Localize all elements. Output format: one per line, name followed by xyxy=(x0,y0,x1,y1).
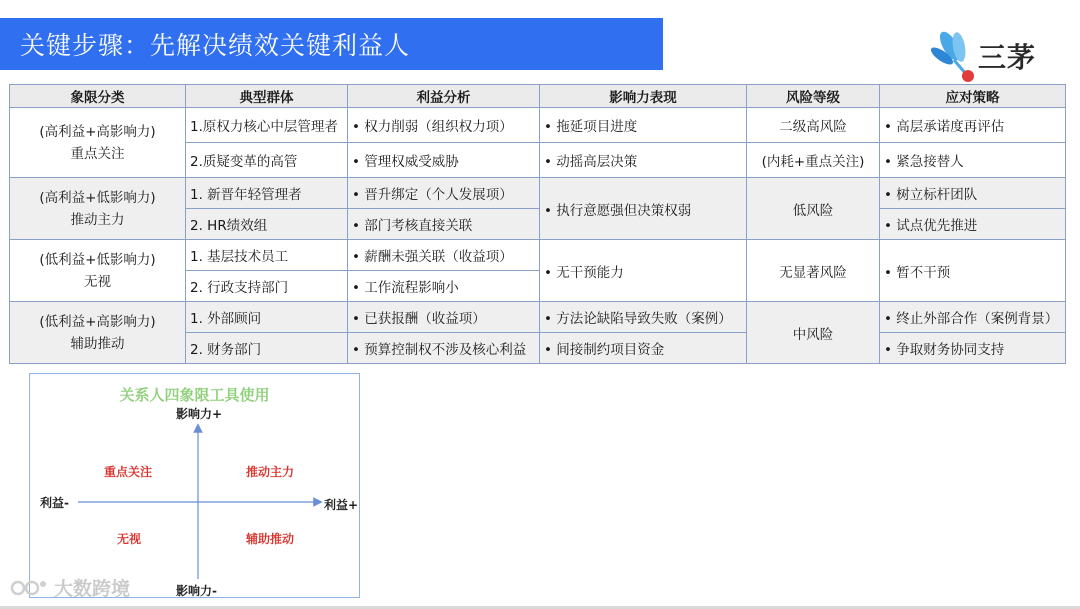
page-title: 关键步骤：先解决绩效关键利益人 xyxy=(20,31,411,60)
header-cell: 应对策略 xyxy=(880,85,1066,108)
risk-cell: 中风险 xyxy=(747,302,880,364)
interest-cell: • 已获报酬（收益项） xyxy=(348,302,540,333)
strategy-cell: • 高层承诺度再评估 xyxy=(880,108,1066,143)
y-axis-top-label: 影响力+ xyxy=(176,407,223,421)
strategy-cell: • 树立标杆团队 xyxy=(880,178,1066,209)
watermark xyxy=(10,574,130,601)
table-header-row xyxy=(10,85,1066,108)
influence-cell: • 执行意愿强但决策权弱 xyxy=(540,178,747,240)
group-cell: 2. 行政支持部门 xyxy=(186,271,348,302)
watermark-text: 大数跨境 xyxy=(54,578,131,600)
interest-cell: • 薪酬未强关联（收益项） xyxy=(348,240,540,271)
group-cell: 1. 新晋年轻管理者 xyxy=(186,178,348,209)
risk-cell: 无显著风险 xyxy=(747,240,880,302)
strategy-cell: • 紧急接替人 xyxy=(880,143,1066,178)
x-axis-left-label: 利益- xyxy=(40,496,69,510)
strategy-cell: • 争取财务协同支持 xyxy=(880,333,1066,364)
quadrant-label: (高利益+高影响力) 重点关注 xyxy=(10,108,186,178)
brand-name: 三茅 xyxy=(978,41,1037,74)
stakeholder-matrix-table xyxy=(9,84,1066,364)
quadrant-tool-title: 关系人四象限工具使用 xyxy=(119,386,270,404)
influence-cell: • 拖延项目进度 xyxy=(540,108,747,143)
table-row xyxy=(10,108,1066,143)
interest-cell: • 工作流程影响小 xyxy=(348,271,540,302)
interest-cell: • 管理权威受威胁 xyxy=(348,143,540,178)
quadrant-bottom-right: 辅助推动 xyxy=(246,532,295,546)
quadrant-top-right: 推动主力 xyxy=(246,465,295,479)
quadrant-tool-card xyxy=(29,373,360,598)
risk-cell: 二级高风险 xyxy=(747,108,880,143)
header-cell: 利益分析 xyxy=(348,85,540,108)
quadrant-top-left: 重点关注 xyxy=(104,465,153,479)
group-cell: 2.质疑变革的高管 xyxy=(186,143,348,178)
quadrant-label: (低利益+高影响力) 辅助推动 xyxy=(10,302,186,364)
group-cell: 1. 外部顾问 xyxy=(186,302,348,333)
influence-cell: • 方法论缺陷导致失败（案例） xyxy=(540,302,747,333)
strategy-cell: • 终止外部合作（案例背景） xyxy=(880,302,1066,333)
header-cell: 象限分类 xyxy=(10,85,186,108)
brand-logo xyxy=(926,30,1046,84)
influence-cell: • 无干预能力 xyxy=(540,240,747,302)
risk-cell: (内耗+重点关注) xyxy=(747,143,880,178)
influence-cell: • 间接制约项目资金 xyxy=(540,333,747,364)
dragonfly-icon xyxy=(926,30,978,84)
influence-cell: • 动摇高层决策 xyxy=(540,143,747,178)
group-cell: 2. 财务部门 xyxy=(186,333,348,364)
title-banner xyxy=(0,18,663,70)
y-axis-bottom-label: 影响力- xyxy=(176,584,217,598)
strategy-cell: • 暂不干预 xyxy=(880,240,1066,302)
table-row xyxy=(10,178,1066,209)
header-cell: 风险等级 xyxy=(747,85,880,108)
table-row xyxy=(10,240,1066,271)
interest-cell: • 预算控制权不涉及核心利益 xyxy=(348,333,540,364)
watermark-logo-icon xyxy=(10,576,50,600)
quadrant-label: (低利益+低影响力) 无视 xyxy=(10,240,186,302)
quadrant-bottom-left: 无视 xyxy=(117,532,142,546)
interest-cell: • 晋升绑定（个人发展项） xyxy=(348,178,540,209)
header-cell: 影响力表现 xyxy=(540,85,747,108)
group-cell: 1. 基层技术员工 xyxy=(186,240,348,271)
group-cell: 1.原权力核心中层管理者 xyxy=(186,108,348,143)
interest-cell: • 权力削弱（组织权力项） xyxy=(348,108,540,143)
header-cell: 典型群体 xyxy=(186,85,348,108)
quadrant-label: (高利益+低影响力) 推动主力 xyxy=(10,178,186,240)
interest-cell: • 部门考核直接关联 xyxy=(348,209,540,240)
x-axis-right-label: 利益+ xyxy=(324,498,359,512)
strategy-cell: • 试点优先推进 xyxy=(880,209,1066,240)
table-row xyxy=(10,302,1066,333)
group-cell: 2. HR绩效组 xyxy=(186,209,348,240)
risk-cell: 低风险 xyxy=(747,178,880,240)
